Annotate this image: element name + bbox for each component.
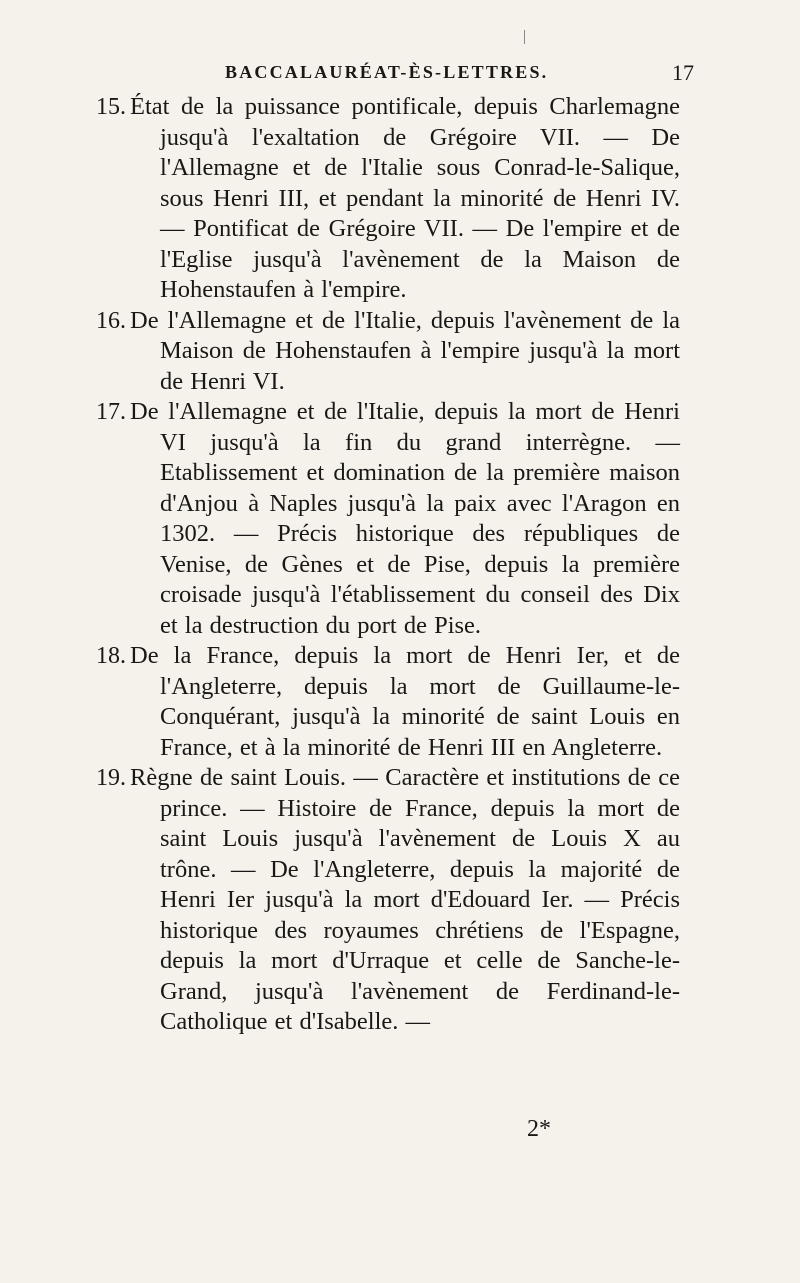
entry-text: De l'Allemagne et de l'Italie, depuis la mort de Henri VI jusqu'à la fin du grand interrègne. — Etablissement et domination de la première maison d'Anjou à Naples jusqu'à la paix avec l'Aragon en 1302. — Précis historique des républiques de Venise, de Gènes et de Pise, depuis la première croisade jusqu'à l'établissement du conseil des Dix et la destruction du port de Pise. — [130, 398, 680, 639]
syllabus-entry — [0, 641, 680, 763]
entry-text: Règne de saint Louis. — Caractère et institutions de ce prince. — Histoire de France, depuis la mort de saint Louis jusqu'à l'avènement de Louis X au trône. — De l'Angleterre, depuis la majorité de Henri Ier jusqu'à la mort d'Edouard Ier. — Précis historique des royaumes chrétiens de l'Espagne, depuis la mort d'Urraque et celle de Sanche-le-Grand, jusqu'à l'avènement de Ferdinand-le-Catholique et d'Isabelle. — — [130, 764, 680, 1035]
entry-number: 17. — [96, 399, 126, 425]
signature-mark: 2* — [527, 1116, 551, 1142]
entry-number: 19. — [96, 765, 126, 791]
entry-number: 18. — [96, 643, 126, 669]
syllabus-list — [0, 92, 800, 1038]
syllabus-entry — [0, 306, 680, 398]
printer-mark — [524, 30, 525, 44]
syllabus-entry — [0, 763, 680, 1038]
running-header — [0, 62, 800, 86]
entry-number: 15. — [96, 94, 126, 120]
running-title: BACCALAURÉAT-ÈS-LETTRES. — [225, 62, 549, 82]
entry-number: 16. — [96, 307, 126, 334]
syllabus-entry — [0, 92, 680, 306]
entry-text: De l'Allemagne et de l'Italie, depuis l'avènement de la Maison de Hohenstaufen à l'empire jusqu'à la mort de Henri VI. — [130, 306, 680, 395]
page-number: 17 — [672, 60, 694, 85]
entry-text: État de la puissance pontificale, depuis Charlemagne jusqu'à l'exaltation de Grégoire VII. — De l'Allemagne et de l'Italie sous Conrad-le-Salique, sous Henri III, et pendant la minorité de Henri IV. — Pontificat de Grégoire VII. — De l'empire et de l'Eglise jusqu'à l'avènement de la Maison de Hohenstaufen à l'empire. — [130, 93, 680, 303]
syllabus-entry — [0, 397, 680, 641]
entry-text: De la France, depuis la mort de Henri Ier, et de l'Angleterre, depuis la mort de Guillaume-le-Conquérant, jusqu'à la minorité de saint Louis en France, et à la minorité de Henri III en Angleterre. — [130, 642, 680, 761]
